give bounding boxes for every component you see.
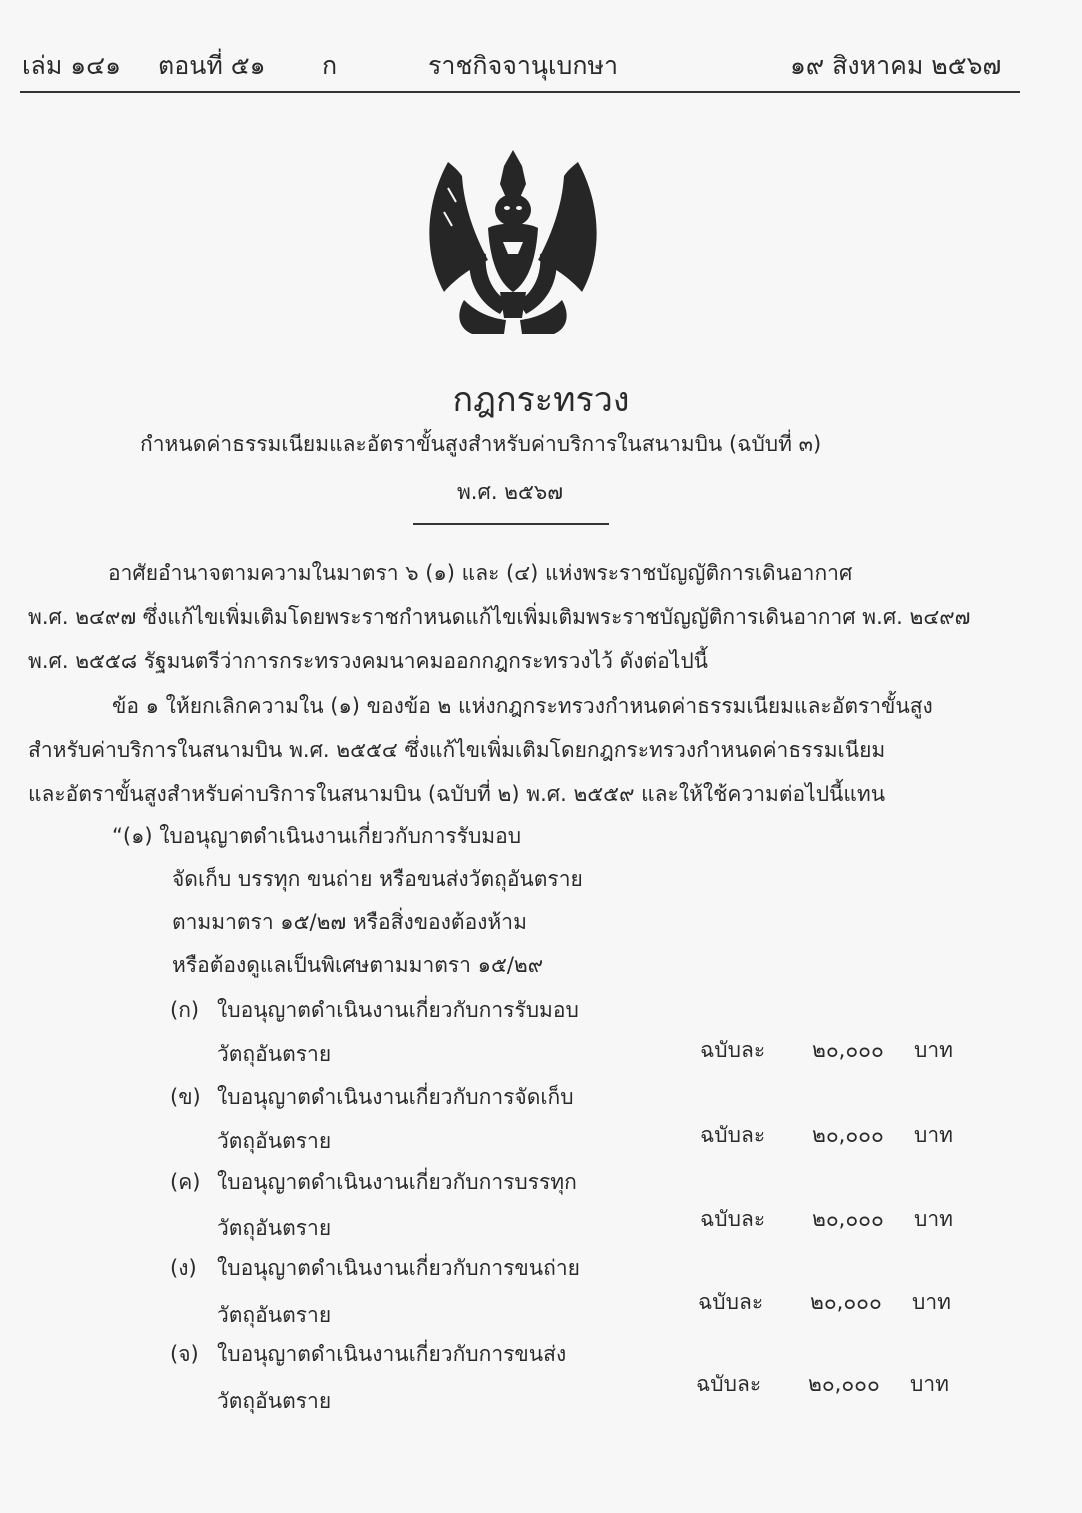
- subitem-text: วัตถุอันตราย: [217, 1129, 332, 1153]
- fee-per: ฉบับละ: [700, 1123, 766, 1147]
- section-part: ก: [322, 51, 338, 80]
- fee-value: ๒๐,๐๐๐: [812, 1123, 884, 1147]
- item-line: “(๑) ใบอนุญาตดำเนินงานเกี่ยวกับการรับมอบ: [112, 824, 522, 848]
- fee-value: ๒๐,๐๐๐: [810, 1290, 882, 1314]
- title-rule: [413, 523, 609, 525]
- clause-line: ข้อ ๑ ให้ยกเลิกความใน (๑) ของข้อ ๒ แห่งกฎกระทรวงกำหนดค่าธรรมเนียมและอัตราขั้นสูง: [112, 694, 933, 718]
- garuda-emblem-icon: [418, 142, 608, 340]
- subitem-text: ใบอนุญาตดำเนินงานเกี่ยวกับการขนถ่าย: [217, 1256, 580, 1280]
- fee-value: ๒๐,๐๐๐: [812, 1038, 884, 1062]
- subitem-text: วัตถุอันตราย: [217, 1303, 332, 1327]
- publication-date: ๑๙ สิงหาคม ๒๕๖๗: [790, 51, 1002, 80]
- fee-amount: [700, 1203, 953, 1236]
- subitem-text: ใบอนุญาตดำเนินงานเกี่ยวกับการรับมอบ: [217, 998, 579, 1022]
- subitem-marker: (จ): [170, 1342, 199, 1366]
- fee-unit: บาท: [910, 1372, 949, 1396]
- subitem-marker: (ง): [170, 1256, 197, 1280]
- clause-line: และอัตราขั้นสูงสำหรับค่าบริการในสนามบิน (ฉบับที่ ๒) พ.ศ. ๒๕๕๙ และให้ใช้ความต่อไปนี้แทน: [28, 782, 886, 806]
- subitem-marker: (ก): [170, 998, 200, 1022]
- volume-number: เล่ม ๑๔๑: [22, 51, 121, 80]
- subitem-text: ใบอนุญาตดำเนินงานเกี่ยวกับการบรรทุก: [217, 1170, 577, 1194]
- preamble-line: อาศัยอำนาจตามความในมาตรา ๖ (๑) และ (๔) แห่งพระราชบัญญัติการเดินอากาศ: [108, 561, 853, 585]
- fee-unit: บาท: [912, 1290, 951, 1314]
- item-line: ตามมาตรา ๑๕/๒๗ หรือสิ่งของต้องห้าม: [172, 910, 527, 934]
- document-subtitle: กำหนดค่าธรรมเนียมและอัตราขั้นสูงสำหรับค่าบริการในสนามบิน (ฉบับที่ ๓): [140, 432, 822, 456]
- document-title: กฎกระทรวง: [452, 380, 630, 420]
- preamble-line: พ.ศ. ๒๔๙๗ ซึ่งแก้ไขเพิ่มเติมโดยพระราชกำหนดแก้ไขเพิ่มเติมพระราชบัญญัติการเดินอากาศ พ.ศ. ๒๔๙๗: [28, 605, 971, 629]
- subitem-text: วัตถุอันตราย: [217, 1216, 332, 1240]
- fee-value: ๒๐,๐๐๐: [808, 1372, 880, 1396]
- preamble-line: พ.ศ. ๒๕๕๘ รัฐมนตรีว่าการกระทรวงคมนาคมออกกฎกระทรวงไว้ ดังต่อไปนี้: [28, 649, 709, 673]
- fee-per: ฉบับละ: [700, 1038, 766, 1062]
- item-line: หรือต้องดูแลเป็นพิเศษตามมาตรา ๑๕/๒๙: [172, 953, 544, 977]
- subitem-text: วัตถุอันตราย: [217, 1042, 332, 1066]
- fee-amount: [700, 1034, 953, 1067]
- fee-unit: บาท: [914, 1207, 953, 1231]
- subitem-text: ใบอนุญาตดำเนินงานเกี่ยวกับการขนส่ง: [217, 1342, 567, 1366]
- clause-line: สำหรับค่าบริการในสนามบิน พ.ศ. ๒๕๕๔ ซึ่งแก้ไขเพิ่มเติมโดยกฎกระทรวงกำหนดค่าธรรมเนียม: [28, 738, 886, 762]
- fee-amount: [698, 1286, 951, 1319]
- header-rule: [20, 91, 1020, 93]
- fee-per: ฉบับละ: [696, 1372, 762, 1396]
- document-year: พ.ศ. ๒๕๖๗: [456, 480, 564, 504]
- subitem-marker: (ค): [170, 1170, 201, 1194]
- fee-amount: [696, 1368, 949, 1401]
- fee-unit: บาท: [914, 1038, 953, 1062]
- fee-unit: บาท: [914, 1123, 953, 1147]
- subitem-marker: (ข): [170, 1085, 201, 1109]
- subitem-text: วัตถุอันตราย: [217, 1389, 332, 1413]
- section-number: ตอนที่ ๕๑: [158, 51, 266, 80]
- fee-per: ฉบับละ: [698, 1290, 764, 1314]
- publication-name: ราชกิจจานุเบกษา: [428, 51, 619, 80]
- item-line: จัดเก็บ บรรทุก ขนถ่าย หรือขนส่งวัตถุอันตราย: [172, 867, 583, 891]
- fee-amount: [700, 1119, 953, 1152]
- fee-per: ฉบับละ: [700, 1207, 766, 1231]
- fee-value: ๒๐,๐๐๐: [812, 1207, 884, 1231]
- subitem-text: ใบอนุญาตดำเนินงานเกี่ยวกับการจัดเก็บ: [217, 1085, 574, 1109]
